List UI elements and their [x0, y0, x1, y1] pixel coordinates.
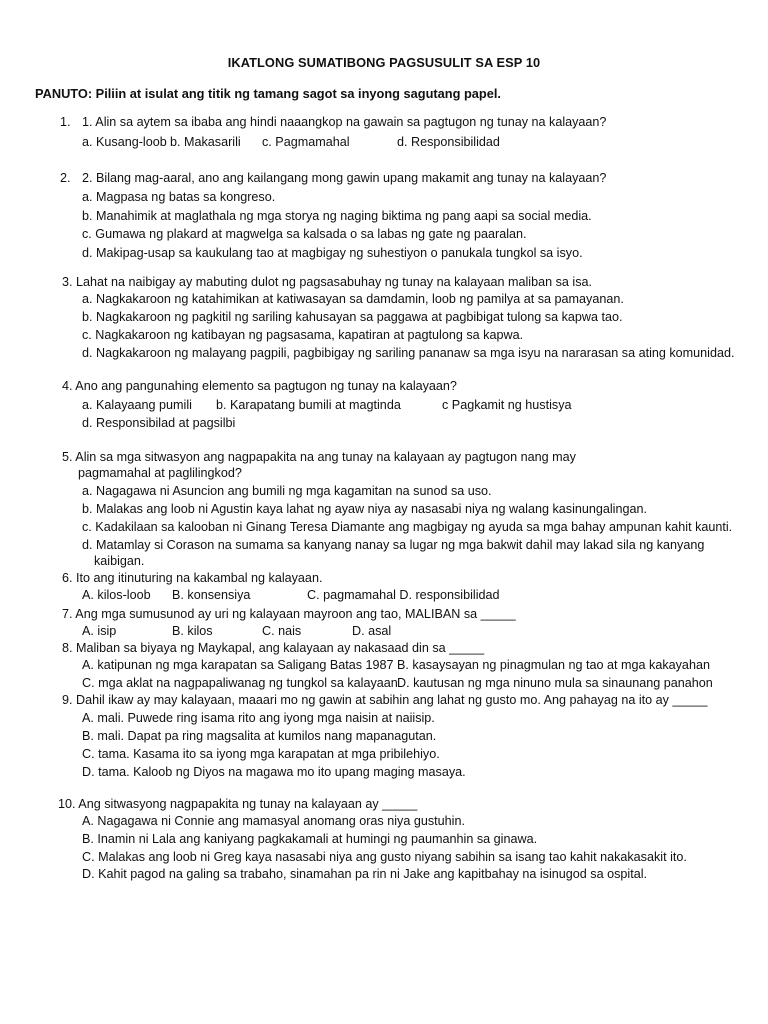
option-cd: C. pagmamahal D. responsibilidad — [307, 588, 500, 602]
option-d: D. kautusan ng mga ninuno mula sa sinaunang panahon — [397, 676, 713, 690]
option-a: a. Kalayaang pumili — [82, 398, 192, 412]
option-b: b. Makasarili — [170, 135, 241, 149]
option-c: C. Malakas ang loob ni Greg kaya nasasabi niya ang gusto niyang sabihin sa isang tao kahit nakakasakit ito. — [82, 850, 687, 864]
option-d-cont: kaibigan. — [94, 554, 145, 568]
option-b: b. Malakas ang loob ni Agustin kaya lahat ng ayaw niya ay nasasabi niya ng walang kasinungalingan. — [82, 502, 647, 516]
option-b: b. Manahimik at maglathala ng mga storya ng naging biktima ng pang aapi sa social media. — [82, 209, 592, 223]
question-number: 1. — [60, 115, 71, 129]
question-text: 8. Maliban sa biyaya ng Maykapal, ang kalayaan ay nakasaad din sa _____ — [62, 641, 485, 655]
option-d: D. Kahit pagod na galing sa trabaho, sinamahan pa rin ni Jake ang kapitbahay na isinugod sa ospital. — [82, 867, 648, 881]
option-a: A. Nagagawa ni Connie ang mamasyal anomang oras niya gustuhin. — [82, 814, 465, 828]
question-text: 4. Ano ang pangunahing elemento sa pagtugon ng tunay na kalayaan? — [62, 379, 457, 393]
question-text: 1. Alin sa aytem sa ibaba ang hindi naaangkop na gawain sa pagtugon ng tunay na kalayaan? — [82, 115, 607, 129]
option-d: d. Responsibilidad — [397, 135, 500, 149]
option-a: A. kilos-loob — [82, 588, 151, 602]
option-c: c. Gumawa ng plakard at magwelga sa kalsada o sa labas ng gate ng paaralan. — [82, 227, 527, 241]
question-text: 10. Ang sitwasyong nagpapakita ng tunay na kalayaan ay _____ — [58, 797, 418, 811]
option-c: C. nais — [262, 624, 302, 638]
option-a: a. Nagkakaroon ng katahimikan at katiwasayan sa damdamin, loob ng pamilya at sa pamayanan. — [82, 292, 624, 306]
option-d: D. tama. Kaloob ng Diyos na magawa mo ito upang maging masaya. — [82, 765, 466, 779]
option-d: d. Nagkakaroon ng malayang pagpili, pagbibigay ng sariling pananaw sa mga isyu na nararasan sa ating komunidad. — [82, 346, 735, 360]
option-b: B. kasaysayan ng pinagmulan ng tao at mga kakayahan — [397, 658, 710, 672]
option-a: A. mali. Puwede ring isama rito ang iyong mga naisin at naiisip. — [82, 711, 435, 725]
option-d: D. asal — [352, 624, 392, 638]
option-a: a. Nagagawa ni Asuncion ang bumili ng mga kagamitan na sunod sa uso. — [82, 484, 492, 498]
question-text: 6. Ito ang itinuturing na kakambal ng kalayaan. — [62, 571, 323, 585]
option-d: d. Makipag-usap sa kaukulang tao at magbigay ng suhestiyon o panukala tungkol sa isyo. — [82, 246, 583, 260]
question-number: 2. — [60, 171, 71, 185]
option-a: a. Magpasa ng batas sa kongreso. — [82, 190, 276, 204]
option-c: c. Pagmamahal — [262, 135, 350, 149]
option-a: A. katipunan ng mga karapatan sa Saligang Batas 1987 — [82, 658, 394, 672]
option-b: b. Karapatang bumili at magtinda — [216, 398, 401, 412]
option-c: c Pagkamit ng hustisya — [442, 398, 572, 412]
option-b: B. konsensiya — [172, 588, 251, 602]
option-a: a. Kusang-loob — [82, 135, 167, 149]
question-text: 9. Dahil ikaw ay may kalayaan, maaari mo ng gawin at sabihin ang lahat ng gusto mo. Ang pahayag na ito ay _____ — [62, 693, 708, 707]
question-text: 2. Bilang mag-aaral, ano ang kailangang mong gawin upang makamit ang tunay na kalayaan? — [82, 171, 607, 185]
option-b: B. Inamin ni Lala ang kaniyang pagkakamali at humingi ng paumanhin sa ginawa. — [82, 832, 538, 846]
question-text: 5. Alin sa mga sitwasyon ang nagpapakita na ang tunay na kalayaan ay pagtugon nang may — [62, 450, 576, 464]
question-text: 7. Ang mga sumusunod ay uri ng kalayaan mayroon ang tao, MALIBAN sa _____ — [62, 607, 516, 621]
option-b: b. Nagkakaroon ng pagkitil ng sariling kahusayan sa paggawa at pagbibigat tulong sa kapwa tao. — [82, 310, 623, 324]
option-c: C. mga aklat na nagpapaliwanag ng tungkol sa kalayaan — [82, 676, 398, 690]
question-text-cont: pagmamahal at paglilingkod? — [78, 466, 242, 480]
option-c: C. tama. Kasama ito sa iyong mga karapatan at mga pribilehiyo. — [82, 747, 440, 761]
option-c: c. Kadakilaan sa kalooban ni Ginang Teresa Diamante ang magbigay ng ayuda sa mga bahay ampunan kahit kaunti. — [82, 520, 733, 534]
option-a: A. isip — [82, 624, 117, 638]
option-d: d. Matamlay si Corason na sumama sa kanyang nanay sa lugar ng mga bakwit dahil may lakad sila ng kanyang — [82, 538, 705, 552]
question-text: 3. Lahat na naibigay ay mabuting dulot ng pagsasabuhay ng tunay na kalayaan maliban sa isa. — [62, 275, 593, 289]
option-d: d. Responsibilad at pagsilbi — [82, 416, 236, 430]
option-c: c. Nagkakaroon ng katibayan ng pagsasama, kapatiran at pagtulong sa kapwa. — [82, 328, 524, 342]
option-b: B. mali. Dapat pa ring magsalita at kumilos nang mapanagutan. — [82, 729, 437, 743]
instructions: PANUTO: Piliin at isulat ang titik ng tamang sagot sa inyong sagutang papel. — [35, 86, 501, 101]
exam-title: IKATLONG SUMATIBONG PAGSUSULIT SA ESP 10 — [227, 55, 541, 70]
option-b: B. kilos — [172, 624, 213, 638]
